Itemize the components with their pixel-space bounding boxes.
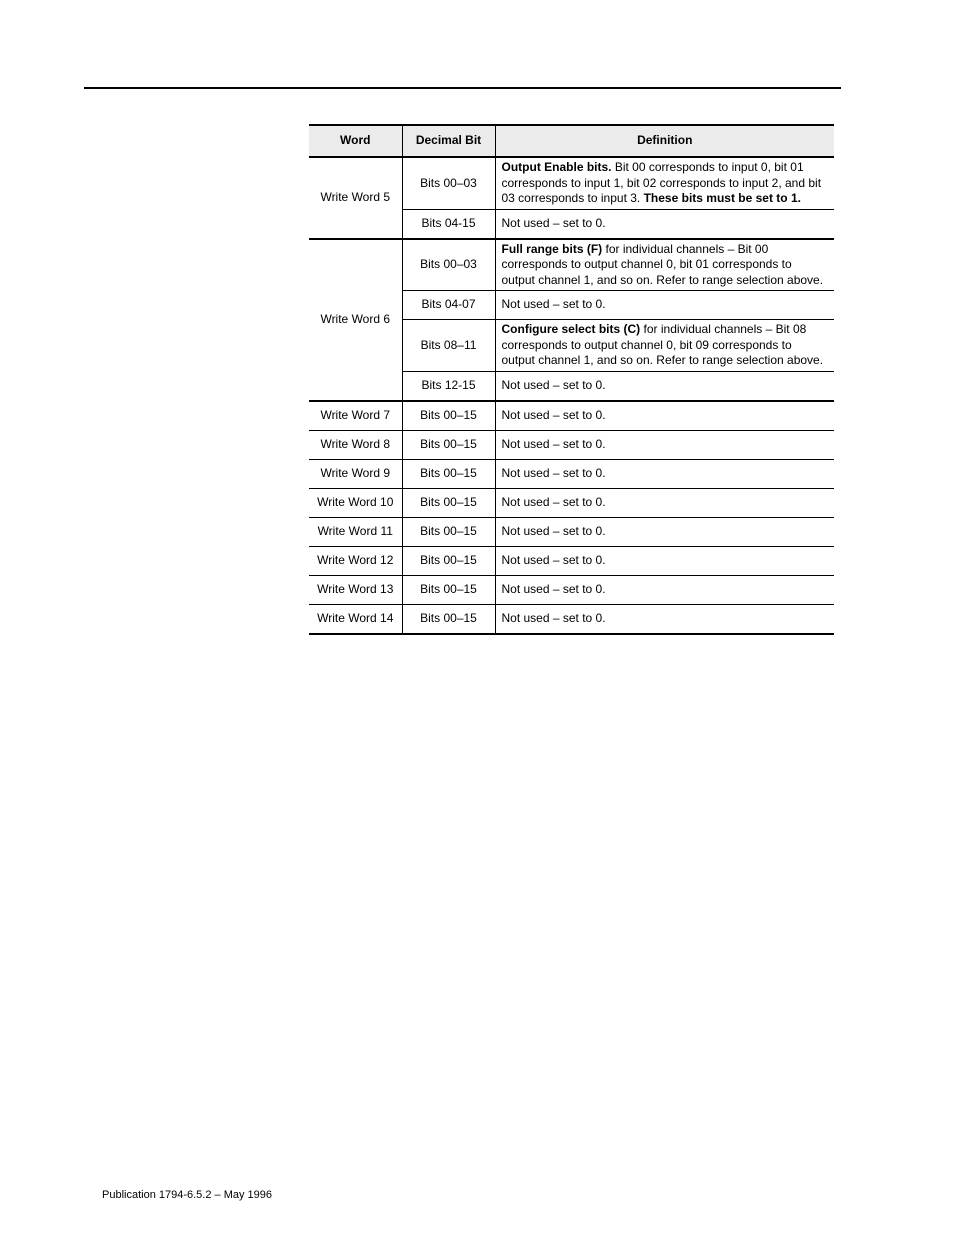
word-cell: Write Word 13 (309, 575, 402, 604)
definition-cell: Not used – set to 0. (495, 371, 834, 401)
bit-cell: Bits 00–15 (402, 575, 495, 604)
publication-footer: Publication 1794-6.5.2 – May 1996 (102, 1189, 273, 1201)
definition-text: for individual channels – Bit 00 corresponds to output channel 0, bit 01 corresponds to output channel 1, and so on. Refer to range selection above. (501, 241, 824, 287)
table-row (309, 488, 834, 517)
bit-cell: Bits 00–15 (402, 604, 495, 634)
word-cell: Write Word 12 (309, 546, 402, 575)
header-word: Word (309, 125, 402, 157)
definition-cell (495, 157, 834, 209)
table-row (309, 546, 834, 575)
table-row (309, 401, 834, 431)
definition-bold: Configure select bits (C) (501, 322, 641, 336)
definition-cell: Not used – set to 0. (495, 209, 834, 239)
header-rule (84, 87, 841, 89)
bit-cell: Bits 00–15 (402, 459, 495, 488)
table-row (309, 430, 834, 459)
definition-cell (495, 320, 834, 372)
word-cell: Write Word 9 (309, 459, 402, 488)
definition-cell (495, 239, 834, 291)
definition-bold: Output Enable bits. (501, 160, 612, 174)
bit-cell: Bits 00–03 (402, 239, 495, 291)
table-row (309, 575, 834, 604)
definition-bold: These bits must be set to 1. (643, 191, 801, 205)
word-cell: Write Word 6 (309, 239, 402, 401)
word-cell: Write Word 7 (309, 401, 402, 431)
word-cell: Write Word 14 (309, 604, 402, 634)
table-row (309, 604, 834, 634)
write-word-bit-table (309, 124, 834, 635)
bit-cell: Bits 00–03 (402, 157, 495, 209)
definition-bold: Full range bits (F) (501, 241, 603, 256)
definition-cell: Not used – set to 0. (495, 546, 834, 575)
table-header-row (309, 125, 834, 157)
bit-cell: Bits 00–15 (402, 488, 495, 517)
definition-cell: Not used – set to 0. (495, 575, 834, 604)
definition-text: Bit 00 corresponds to input 0, bit 01 corresponds to input 1, bit 02 corresponds to input 2, and bit 03 corresponds to input 3. (501, 160, 822, 205)
bit-cell: Bits 00–15 (402, 401, 495, 431)
word-cell: Write Word 11 (309, 517, 402, 546)
table-row (309, 459, 834, 488)
definition-cell: Not used – set to 0. (495, 517, 834, 546)
definition-cell: Not used – set to 0. (495, 604, 834, 634)
definition-text: for individual channels – Bit 08 corresponds to output channel 0, bit 09 corresponds to output channel 1, and so on. Refer to range selection above. (501, 322, 824, 367)
word-cell: Write Word 8 (309, 430, 402, 459)
bit-cell: Bits 04-15 (402, 209, 495, 239)
bit-cell: Bits 00–15 (402, 430, 495, 459)
definition-cell: Not used – set to 0. (495, 459, 834, 488)
word-cell: Write Word 5 (309, 157, 402, 239)
definition-cell: Not used – set to 0. (495, 488, 834, 517)
definition-cell: Not used – set to 0. (495, 430, 834, 459)
bit-cell: Bits 00–15 (402, 517, 495, 546)
definition-cell: Not used – set to 0. (495, 291, 834, 320)
header-decimal-bit: Decimal Bit (402, 125, 495, 157)
bit-cell: Bits 12-15 (402, 371, 495, 401)
table-row (309, 517, 834, 546)
bit-cell: Bits 08–11 (402, 320, 495, 372)
bit-cell: Bits 00–15 (402, 546, 495, 575)
table-row (309, 239, 834, 291)
bit-cell: Bits 04-07 (402, 291, 495, 320)
word-cell: Write Word 10 (309, 488, 402, 517)
definition-cell: Not used – set to 0. (495, 401, 834, 431)
table-row (309, 157, 834, 209)
header-definition: Definition (495, 125, 834, 157)
